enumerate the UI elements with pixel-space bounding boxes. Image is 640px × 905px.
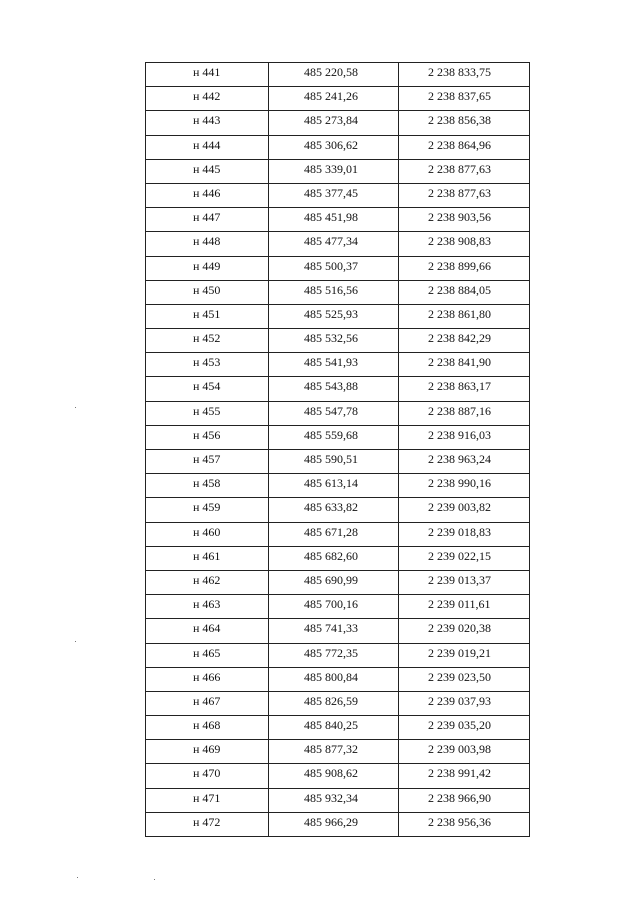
x-coordinate-cell: 485 543,88 <box>269 377 399 401</box>
scan-speck <box>154 879 155 880</box>
x-coordinate-cell: 485 525,93 <box>269 304 399 328</box>
y-coordinate-cell: 2 238 966,90 <box>399 788 530 812</box>
y-coordinate-cell: 2 238 833,75 <box>399 63 530 87</box>
scan-speck <box>75 407 76 408</box>
x-coordinate-cell: 485 541,93 <box>269 353 399 377</box>
point-id-cell: н 460 <box>146 522 269 546</box>
table-row <box>146 377 530 401</box>
point-id-cell: н 444 <box>146 135 269 159</box>
y-coordinate-cell: 2 239 035,20 <box>399 716 530 740</box>
y-coordinate-cell: 2 238 990,16 <box>399 474 530 498</box>
x-coordinate-cell: 485 800,84 <box>269 667 399 691</box>
x-coordinate-cell: 485 633,82 <box>269 498 399 522</box>
y-coordinate-cell: 2 239 003,98 <box>399 740 530 764</box>
x-coordinate-cell: 485 840,25 <box>269 716 399 740</box>
point-id-cell: н 465 <box>146 643 269 667</box>
y-coordinate-cell: 2 238 916,03 <box>399 425 530 449</box>
point-id-cell: н 461 <box>146 546 269 570</box>
point-id-cell: н 451 <box>146 304 269 328</box>
table-row <box>146 522 530 546</box>
table-row <box>146 329 530 353</box>
y-coordinate-cell: 2 239 020,38 <box>399 619 530 643</box>
point-id-cell: н 468 <box>146 716 269 740</box>
table-row <box>146 111 530 135</box>
y-coordinate-cell: 2 238 863,17 <box>399 377 530 401</box>
point-id-cell: н 441 <box>146 63 269 87</box>
y-coordinate-cell: 2 239 019,21 <box>399 643 530 667</box>
point-id-cell: н 459 <box>146 498 269 522</box>
x-coordinate-cell: 485 700,16 <box>269 595 399 619</box>
table-row <box>146 812 530 836</box>
y-coordinate-cell: 2 238 877,63 <box>399 183 530 207</box>
point-id-cell: н 445 <box>146 159 269 183</box>
y-coordinate-cell: 2 238 887,16 <box>399 401 530 425</box>
y-coordinate-cell: 2 238 884,05 <box>399 280 530 304</box>
x-coordinate-cell: 485 477,34 <box>269 232 399 256</box>
y-coordinate-cell: 2 239 023,50 <box>399 667 530 691</box>
table-row <box>146 353 530 377</box>
point-id-cell: н 467 <box>146 691 269 715</box>
table-row <box>146 667 530 691</box>
x-coordinate-cell: 485 547,78 <box>269 401 399 425</box>
table-row <box>146 788 530 812</box>
coordinates-table <box>145 62 530 837</box>
table-row <box>146 691 530 715</box>
table-row <box>146 208 530 232</box>
point-id-cell: н 454 <box>146 377 269 401</box>
table-row <box>146 256 530 280</box>
y-coordinate-cell: 2 239 037,93 <box>399 691 530 715</box>
y-coordinate-cell: 2 238 861,80 <box>399 304 530 328</box>
x-coordinate-cell: 485 241,26 <box>269 87 399 111</box>
y-coordinate-cell: 2 238 842,29 <box>399 329 530 353</box>
x-coordinate-cell: 485 613,14 <box>269 474 399 498</box>
x-coordinate-cell: 485 908,62 <box>269 764 399 788</box>
table-row <box>146 401 530 425</box>
point-id-cell: н 470 <box>146 764 269 788</box>
table-row <box>146 159 530 183</box>
table-row <box>146 183 530 207</box>
point-id-cell: н 472 <box>146 812 269 836</box>
y-coordinate-cell: 2 239 003,82 <box>399 498 530 522</box>
x-coordinate-cell: 485 559,68 <box>269 425 399 449</box>
scan-speck <box>75 641 76 642</box>
x-coordinate-cell: 485 306,62 <box>269 135 399 159</box>
table-row <box>146 619 530 643</box>
x-coordinate-cell: 485 516,56 <box>269 280 399 304</box>
x-coordinate-cell: 485 682,60 <box>269 546 399 570</box>
point-id-cell: н 447 <box>146 208 269 232</box>
point-id-cell: н 466 <box>146 667 269 691</box>
table-row <box>146 87 530 111</box>
table-row <box>146 280 530 304</box>
y-coordinate-cell: 2 238 991,42 <box>399 764 530 788</box>
point-id-cell: н 448 <box>146 232 269 256</box>
x-coordinate-cell: 485 690,99 <box>269 570 399 594</box>
table-row <box>146 716 530 740</box>
table-row <box>146 764 530 788</box>
coordinates-table-body <box>146 63 530 837</box>
point-id-cell: н 464 <box>146 619 269 643</box>
x-coordinate-cell: 485 772,35 <box>269 643 399 667</box>
point-id-cell: н 449 <box>146 256 269 280</box>
x-coordinate-cell: 485 590,51 <box>269 450 399 474</box>
y-coordinate-cell: 2 238 899,66 <box>399 256 530 280</box>
point-id-cell: н 443 <box>146 111 269 135</box>
table-row <box>146 425 530 449</box>
y-coordinate-cell: 2 238 956,36 <box>399 812 530 836</box>
y-coordinate-cell: 2 238 877,63 <box>399 159 530 183</box>
table-row <box>146 232 530 256</box>
point-id-cell: н 446 <box>146 183 269 207</box>
y-coordinate-cell: 2 239 011,61 <box>399 595 530 619</box>
table-row <box>146 595 530 619</box>
table-row <box>146 135 530 159</box>
point-id-cell: н 471 <box>146 788 269 812</box>
x-coordinate-cell: 485 532,56 <box>269 329 399 353</box>
y-coordinate-cell: 2 238 908,83 <box>399 232 530 256</box>
table-row <box>146 63 530 87</box>
point-id-cell: н 456 <box>146 425 269 449</box>
y-coordinate-cell: 2 238 856,38 <box>399 111 530 135</box>
table-row <box>146 450 530 474</box>
table-row <box>146 546 530 570</box>
x-coordinate-cell: 485 671,28 <box>269 522 399 546</box>
point-id-cell: н 442 <box>146 87 269 111</box>
y-coordinate-cell: 2 238 903,56 <box>399 208 530 232</box>
point-id-cell: н 457 <box>146 450 269 474</box>
x-coordinate-cell: 485 273,84 <box>269 111 399 135</box>
y-coordinate-cell: 2 239 022,15 <box>399 546 530 570</box>
table-row <box>146 570 530 594</box>
x-coordinate-cell: 485 966,29 <box>269 812 399 836</box>
table-row <box>146 474 530 498</box>
point-id-cell: н 453 <box>146 353 269 377</box>
y-coordinate-cell: 2 238 841,90 <box>399 353 530 377</box>
x-coordinate-cell: 485 377,45 <box>269 183 399 207</box>
table-row <box>146 304 530 328</box>
point-id-cell: н 462 <box>146 570 269 594</box>
point-id-cell: н 469 <box>146 740 269 764</box>
x-coordinate-cell: 485 826,59 <box>269 691 399 715</box>
point-id-cell: н 458 <box>146 474 269 498</box>
y-coordinate-cell: 2 239 013,37 <box>399 570 530 594</box>
y-coordinate-cell: 2 238 963,24 <box>399 450 530 474</box>
y-coordinate-cell: 2 238 864,96 <box>399 135 530 159</box>
x-coordinate-cell: 485 741,33 <box>269 619 399 643</box>
x-coordinate-cell: 485 500,37 <box>269 256 399 280</box>
point-id-cell: н 463 <box>146 595 269 619</box>
point-id-cell: н 452 <box>146 329 269 353</box>
point-id-cell: н 455 <box>146 401 269 425</box>
table-row <box>146 498 530 522</box>
x-coordinate-cell: 485 932,34 <box>269 788 399 812</box>
x-coordinate-cell: 485 220,58 <box>269 63 399 87</box>
x-coordinate-cell: 485 339,01 <box>269 159 399 183</box>
point-id-cell: н 450 <box>146 280 269 304</box>
scan-speck <box>77 877 78 878</box>
y-coordinate-cell: 2 239 018,83 <box>399 522 530 546</box>
table-row <box>146 740 530 764</box>
x-coordinate-cell: 485 877,32 <box>269 740 399 764</box>
table-row <box>146 643 530 667</box>
x-coordinate-cell: 485 451,98 <box>269 208 399 232</box>
y-coordinate-cell: 2 238 837,65 <box>399 87 530 111</box>
